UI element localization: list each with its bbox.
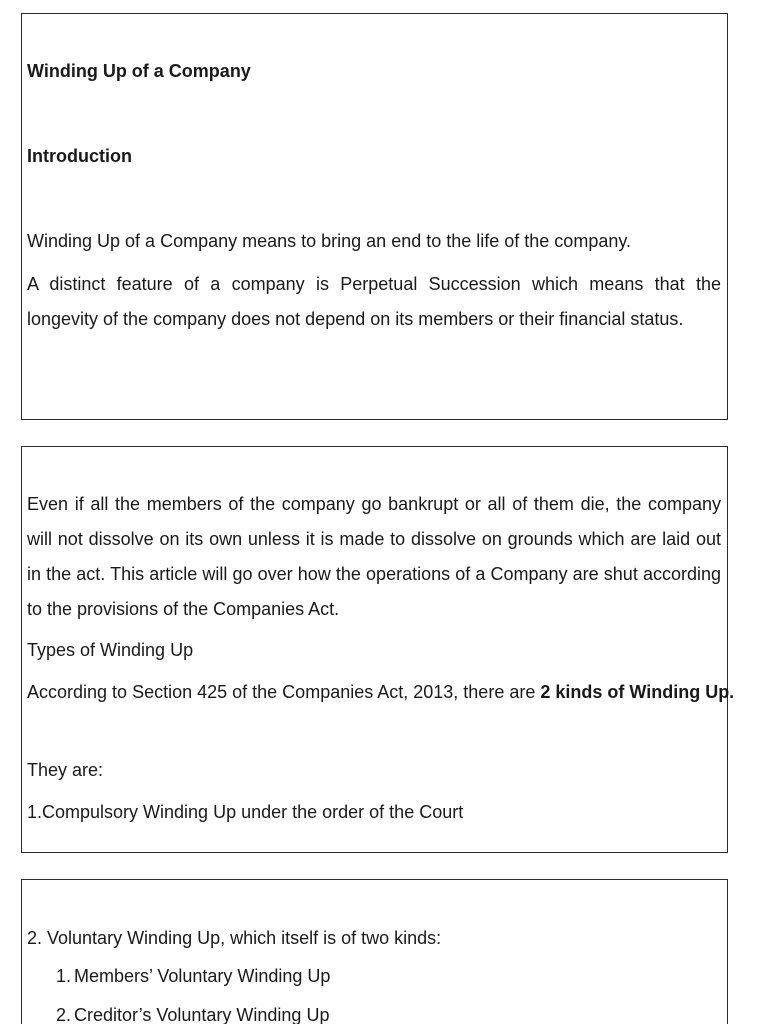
types-heading: Types of Winding Up [27, 640, 194, 660]
list-item [56, 998, 329, 1024]
introduction-heading: Introduction [27, 146, 132, 166]
according-paragraph [27, 675, 735, 710]
list-item [56, 959, 330, 994]
definition-paragraph: Winding Up of a Company means to bring an end to the life of the company. [27, 231, 632, 251]
according-mid: , there are [453, 682, 536, 702]
types-section [21, 446, 735, 853]
voluntary-section [21, 879, 728, 1024]
dissolve-paragraph: Even if all the members of the company go bankrupt or all of them die, the company will not dissolve on its own unless it is made to dissolve on grounds which are laid out in the act. This article will go over how the operations of a Company are shut according to the provisions of the Companies Act. [27, 494, 721, 619]
according-prefix: According to [27, 682, 128, 702]
perpetual-succession-paragraph: A distinct feature of a company is Perpetual Succession which means that the longevity of the company does not depend on its members or their financial status. [27, 274, 721, 329]
they-are-text: They are: [27, 760, 104, 780]
intro-section [21, 13, 728, 420]
list-item-number: 2. [56, 1005, 72, 1024]
voluntary-winding-up-item: 2. Voluntary Winding Up, which itself is of two kinds: [27, 928, 442, 948]
compulsory-winding-up-item: 1.Compulsory Winding Up under the order of the Court [27, 802, 464, 822]
section-reference: Section 425 of the Companies Act, 2013 [132, 682, 454, 702]
list-item-label: Members’ Voluntary Winding Up [74, 966, 331, 986]
document-title: Winding Up of a Company [27, 61, 251, 81]
list-item-label: Creditor’s Voluntary Winding Up [74, 1005, 330, 1024]
list-item-number: 1. [56, 966, 72, 986]
two-kinds-bold: 2 kinds of Winding Up. [540, 682, 735, 702]
